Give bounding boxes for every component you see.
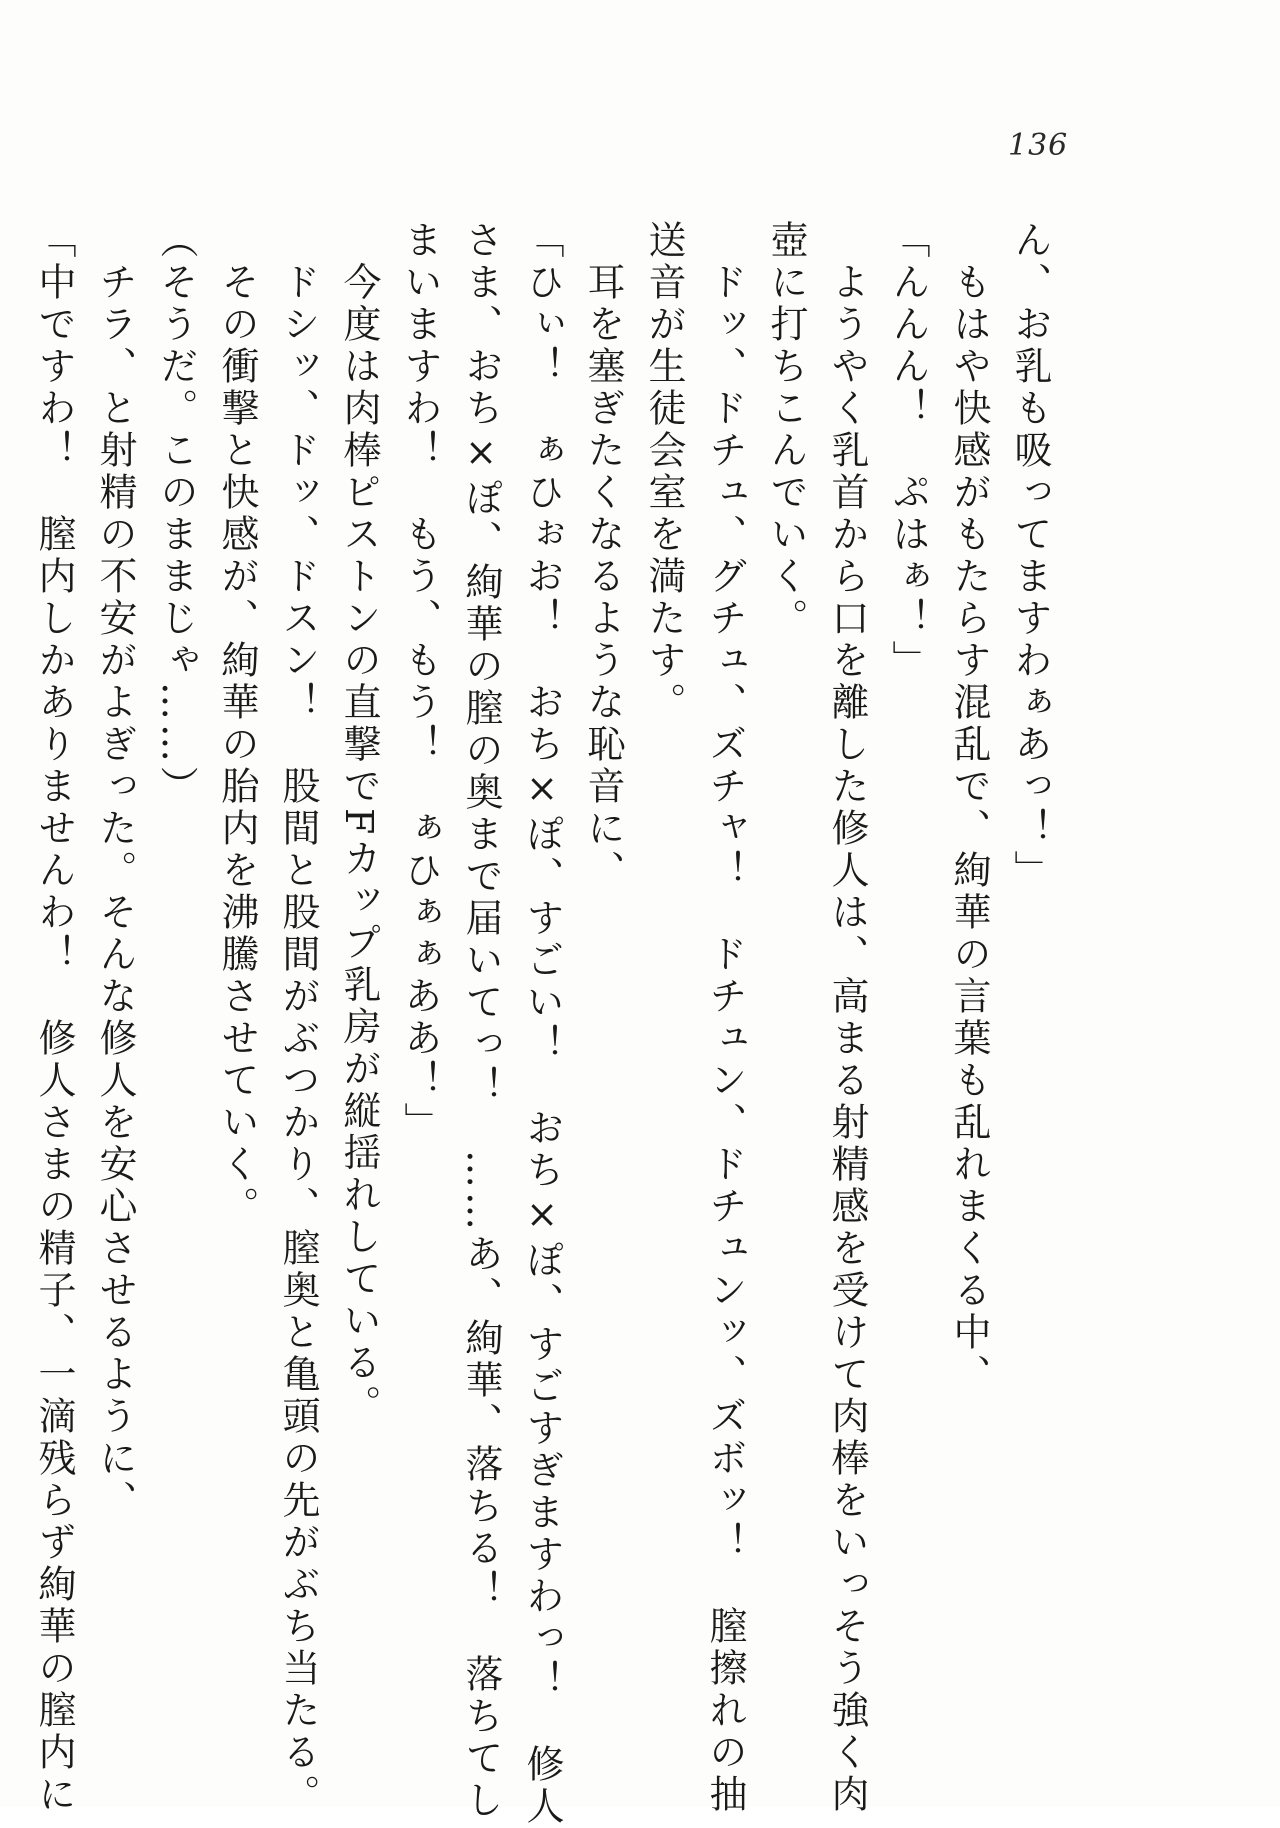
text-line: 耳を塞ぎたくなるような恥音に、	[581, 220, 625, 892]
text-line: 今度は肉棒ピストンの直撃でFカップ乳房が縦揺れしている。	[337, 220, 381, 1427]
text-line: ドシッ、ドッ、ドスン！ 股間と股間がぶつかり、膣奥と亀頭の先がぶち当たる。	[276, 220, 320, 1816]
text-line: チラ、と射精の不安がよぎった。そんな修人を安心させるように、	[93, 220, 137, 1522]
vertical-text-body	[32, 220, 1060, 1828]
text-line: 壺に打ちこんでいく。	[764, 220, 808, 640]
text-line: 「ひぃ！ ぁひぉお！ おち×ぽ、すごい！ おち×ぽ、すごすぎますわっ！ 修人	[520, 220, 564, 1828]
text-line: もはや快感がもたらす混乱で、絢華の言葉も乱れまくる中、	[947, 220, 991, 1396]
text-line: 「中ですわ！ 膣内しかありませんわ！ 修人さまの精子、一滴残らず絢華の膣内に	[32, 220, 76, 1816]
text-line: 「んんん！ ぷはぁ！」	[886, 220, 930, 682]
text-line: ん、お乳も吸ってますわぁあっ！」	[1008, 220, 1052, 892]
page-number: 136	[1008, 128, 1069, 163]
text-line: さま、おち×ぽ、絢華の膣の奥まで届いてっ！ ……あ、絢華、落ちる！ 落ちてし	[459, 220, 503, 1822]
text-line: （そうだ。このままじゃ……）	[154, 220, 198, 808]
text-line: ようやく乳首から口を離した修人は、高まる射精感を受けて肉棒をいっそう強く肉	[825, 220, 869, 1816]
text-line: ドッ、ドチュ、グチュ、ズチャ！ ドチュン、ドチュンッ、ズボッ！ 膣擦れの抽	[703, 220, 747, 1816]
text-line: その衝撃と快感が、絢華の胎内を沸騰させていく。	[215, 220, 259, 1228]
text-line: 送音が生徒会室を満たす。	[642, 220, 686, 724]
text-line: まいますわ！ もう、もう！ ぁひぁぁああ！」	[398, 220, 442, 1144]
